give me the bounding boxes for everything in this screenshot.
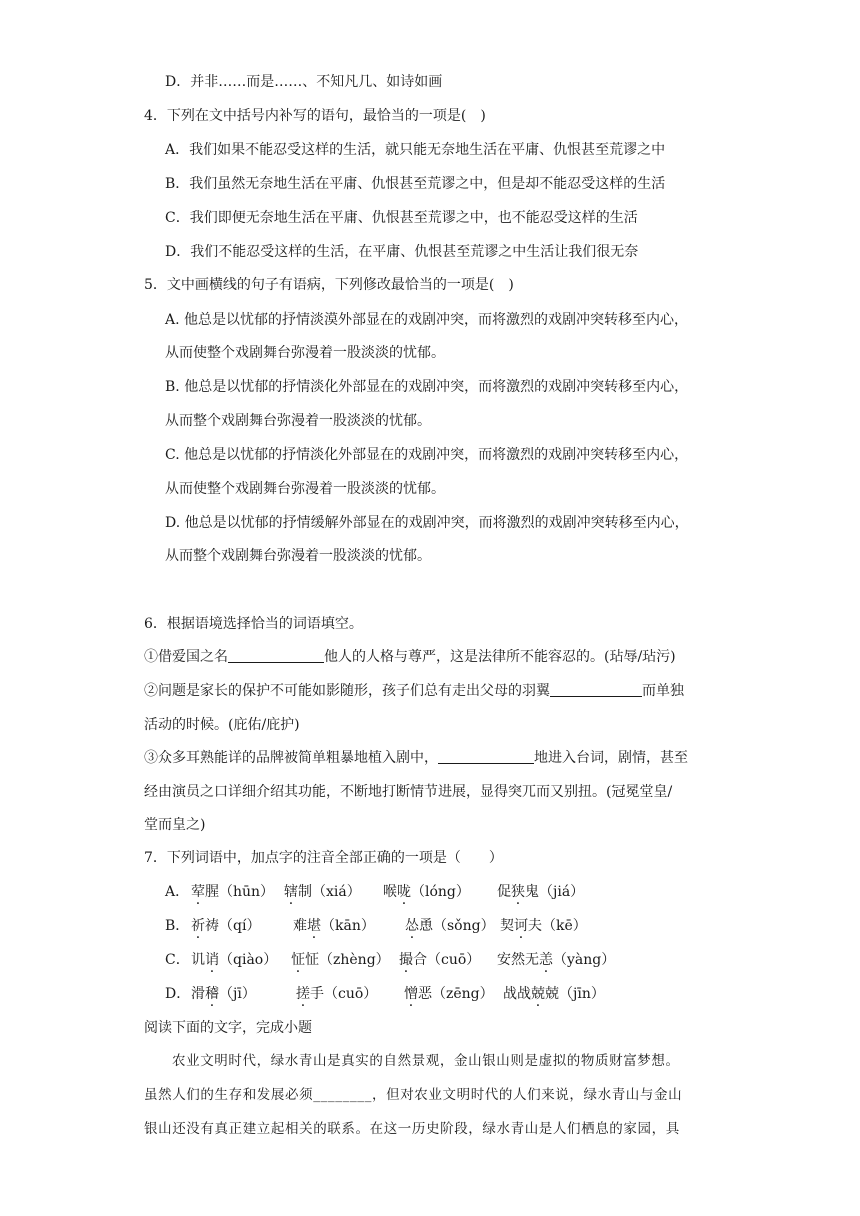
- q5-option-d-line2: 从而整个戏剧舞台弥漫着一股淡淡的忧郁。: [165, 548, 431, 564]
- q6-s3-continuation: 经由演员之口详细介绍其功能，不断地打断情节进展，显得突兀而又别扭。(冠冕堂皇/: [144, 784, 673, 800]
- q6-sentence-1: [144, 647, 676, 667]
- q7-word-item: [284, 882, 361, 902]
- q4-option-a: A．我们如果不能忍受这样的生活，就只能无奈地生活在平庸、仇恨甚至荒谬之中: [165, 142, 666, 158]
- fill-blank-1[interactable]: [228, 648, 324, 663]
- q6-s1-text-b: 他人的人格与尊严，这是法律所不能容忍的。(玷辱/玷污): [324, 649, 676, 665]
- q7-word-item: [291, 950, 390, 970]
- q7-dotted-char: 咙: [397, 884, 411, 900]
- q4-option-c: C．我们即便无奈地生活在平庸、仇恨甚至荒谬之中，也不能忍受这样的生活: [165, 210, 638, 226]
- q6-s3-text-a: ③众多耳熟能详的品牌被简单粗暴地植入剧中，: [144, 750, 438, 766]
- q6-s3-text-b: 地进入台词，剧情，甚至: [534, 750, 688, 766]
- q7-dotted-char: 堪: [307, 918, 321, 934]
- q5-option-c-line2: 从而使整个戏剧舞台弥漫着一股淡淡的忧郁。: [165, 481, 445, 497]
- q7-dotted-char: 恙: [539, 952, 553, 968]
- q7-word-item: [497, 882, 584, 902]
- q7-word-prefix: 喉: [383, 884, 397, 900]
- q6-s3-end: 堂而皇之): [144, 817, 206, 833]
- q3-option-d: D．并非……而是……、不知凡几、如诗如画: [165, 74, 443, 90]
- q7-word-item: [405, 916, 495, 936]
- q7-word-item: [191, 916, 260, 936]
- q7-word-suffix: 恿（sǒng）: [419, 918, 495, 934]
- q5-option-b-line2: 从而整个戏剧舞台弥漫着一股淡淡的忧郁。: [165, 413, 431, 429]
- q7-dotted-char: 怂: [405, 918, 419, 934]
- q4-option-b: B．我们虽然无奈地生活在平庸、仇恨甚至荒谬之中，但是却不能忍受这样的生活: [165, 176, 666, 192]
- q7-option-label: A．: [165, 884, 190, 900]
- q7-dotted-char: 稽: [205, 986, 219, 1002]
- q7-word-item: [500, 916, 587, 936]
- q5-option-a-line2: 从而使整个戏剧舞台弥漫着一股淡淡的忧郁。: [165, 345, 445, 361]
- q7-dotted-char: 诮: [205, 952, 219, 968]
- q7-word-suffix: 手（cuō）: [310, 986, 378, 1002]
- q7-word-prefix: 战战: [503, 986, 531, 1002]
- q7-dotted-char: 诃: [514, 918, 528, 934]
- q7-word-suffix: 夫（kē）: [528, 918, 587, 934]
- q4-option-d: D．我们不能忍受这样的生活，在平庸、仇恨甚至荒谬之中生活让我们很无奈: [165, 244, 639, 260]
- q5-option-d-line1: D. 他总是以忧郁的抒情缓解外部显在的戏剧冲突，而将激烈的戏剧冲突转移至内心，: [165, 515, 689, 531]
- q7-stem: 7．下列词语中，加点字的注音全部正确的一项是（ ）: [144, 850, 503, 866]
- q7-word-item: [191, 984, 256, 1004]
- fill-blank-2[interactable]: [550, 682, 642, 697]
- q7-word-item: [503, 984, 605, 1004]
- q7-dotted-char: 搓: [296, 986, 310, 1002]
- q7-word-prefix: 契: [500, 918, 514, 934]
- reading-intro: 阅读下面的文字，完成小题: [144, 1020, 312, 1036]
- q7-dotted-char: 祈: [191, 918, 205, 934]
- q6-s1-text-a: ①借爱国之名: [144, 649, 228, 665]
- q7-word-suffix: 恶（zēng）: [418, 986, 494, 1002]
- q7-word-suffix: 祷（qí）: [205, 918, 261, 934]
- q7-word-suffix: 制（xiá）: [298, 884, 361, 900]
- q7-option-label: B．: [165, 918, 190, 934]
- q7-word-suffix: （lóng）: [411, 884, 470, 900]
- q7-word-item: [497, 950, 615, 970]
- q7-dotted-char: 兢: [531, 986, 545, 1002]
- q4-stem: 4．下列在文中括号内补写的语句，最恰当的一项是( ): [144, 108, 486, 124]
- q7-dotted-char: 憎: [404, 986, 418, 1002]
- q6-sentence-2: [144, 681, 684, 701]
- q7-word-suffix: 腥（hūn）: [205, 884, 275, 900]
- q7-option-label: C．: [165, 952, 190, 968]
- q7-word-prefix: 促: [497, 884, 511, 900]
- fill-blank-3[interactable]: [438, 749, 534, 764]
- q7-dotted-char: 辖: [284, 884, 298, 900]
- q7-word-item: [296, 984, 377, 1004]
- q7-word-suffix: 合（cuō）: [413, 952, 481, 968]
- q7-word-item: [399, 950, 480, 970]
- passage-line-1: 农业文明时代，绿水青山是真实的自然景观，金山银山则是虚拟的物质财富梦想。: [172, 1053, 680, 1069]
- q7-word-item: [191, 950, 277, 970]
- q7-word-suffix: （yàng）: [553, 952, 616, 968]
- q7-word-item: [383, 882, 470, 902]
- q7-word-item: [293, 916, 375, 936]
- q7-word-suffix: 兢（jīn）: [545, 986, 605, 1002]
- q7-dotted-char: 荤: [191, 884, 205, 900]
- q7-dotted-char: 狭: [511, 884, 525, 900]
- q6-sentence-3: [144, 748, 688, 768]
- q7-word-suffix: 鬼（jiá）: [525, 884, 585, 900]
- q7-dotted-char: 撮: [399, 952, 413, 968]
- q7-word-prefix: 难: [293, 918, 307, 934]
- q7-word-prefix: 讥: [191, 952, 205, 968]
- q7-word-prefix: 滑: [191, 986, 205, 1002]
- q7-word-suffix: （kān）: [321, 918, 375, 934]
- q7-option-label: D．: [165, 986, 191, 1002]
- q5-option-a-line1: A. 他总是以忧郁的抒情淡漠外部显在的戏剧冲突，而将激烈的戏剧冲突转移至内心，: [165, 312, 689, 328]
- q7-word-suffix: （qiào）: [219, 952, 278, 968]
- q7-word-suffix: 怔（zhèng）: [305, 952, 390, 968]
- q5-option-b-line1: B. 他总是以忧郁的抒情淡化外部显在的戏剧冲突，而将激烈的戏剧冲突转移至内心，: [165, 379, 689, 395]
- passage-line-3: 银山还没有真正建立起相关的联系。在这一历史阶段，绿水青山是人们栖息的家园，具: [144, 1121, 680, 1137]
- q7-dotted-char: 怔: [291, 952, 305, 968]
- q5-option-c-line1: C. 他总是以忧郁的抒情淡化外部显在的戏剧冲突，而将激烈的戏剧冲突转移至内心，: [165, 447, 689, 463]
- q6-s2-continuation: 活动的时候。(庇佑/庇护): [144, 717, 300, 733]
- q7-word-suffix: （jī）: [219, 986, 256, 1002]
- q7-word-item: [404, 984, 494, 1004]
- q6-s2-text-b: 而单独: [642, 683, 684, 699]
- passage-line-2: 虽然人们的生存和发展必须________，但对农业文明时代的人们来说，绿水青山与金山: [144, 1087, 683, 1103]
- q7-word-prefix: 安然无: [497, 952, 539, 968]
- q6-stem: 6．根据语境选择恰当的词语填空。: [144, 616, 363, 632]
- q7-word-item: [191, 882, 274, 902]
- q5-stem: 5．文中画横线的句子有语病，下列修改最恰当的一项是( ): [144, 277, 514, 293]
- q6-s2-text-a: ②问题是家长的保护不可能如影随形，孩子们总有走出父母的羽翼: [144, 683, 550, 699]
